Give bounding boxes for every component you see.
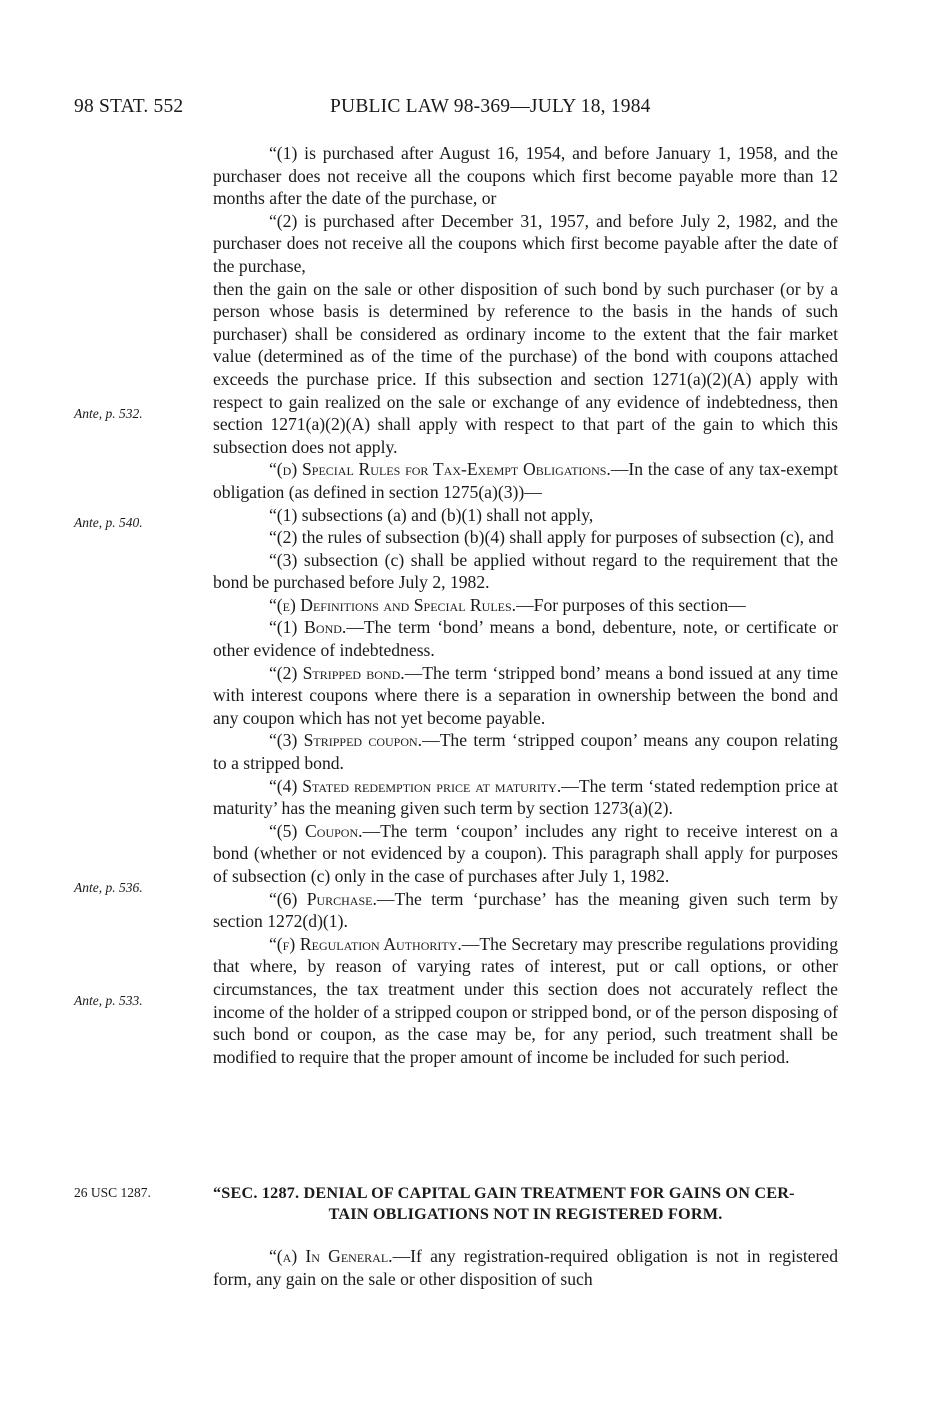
paragraph-e2-text: —The term ‘stripped bond’ means a bond issued at any time with interest coupons where there is a separation in ownership between the bond and any coupon which has not yet become payable.: [213, 662, 839, 728]
subsection-e-text: —For purposes of this section—: [516, 594, 746, 615]
subsection-d-label: “(d) Special Rules for Tax-Exempt Obligations.: [269, 459, 611, 480]
paragraph-flush-then-gain: then the gain on the sale or other disposition of such bond by such purchaser (or by a person whose basis is determined by reference to the basis in the hands of such purchaser) shall be considered as ordinary income to the extent that the fair market value (determined as of the time of the purchase) of the bond with coupons attached exceeds the purchase price. If this subsection and section 1271(a)(2)(A) apply with respect to gain realized on the sale or exchange of any evidence of indebtedness, then section 1271(a)(2)(A) shall apply with respect to that part of the gain to which this subsection does not apply.: [213, 278, 838, 457]
subsection-a-text: —If any registration-required obligation is not in registered form, any gain on the sale or other disposition of such: [213, 1246, 838, 1289]
paragraph-e5-label: “(5) Coupon.: [269, 820, 363, 841]
subsection-e-label: “(e) Definitions and Special Rules.: [269, 594, 517, 615]
subsection-d-text: —In the case of any tax-exempt obligation (as defined in section 1275(a)(3))—: [213, 459, 838, 502]
paragraph-e3-text: —The term ‘stripped coupon’ means any coupon relating to a stripped bond.: [213, 730, 838, 774]
paragraph-1: “(1) is purchased after August 16, 1954, and before January 1, 1958, and the purchaser does not receive all the coupons which first become payable more than 12 months after the date of the purchase, or: [213, 143, 838, 209]
margin-note-text: Ante, p. 536.: [74, 880, 143, 895]
margin-note-text: Ante, p. 532.: [74, 406, 143, 421]
body-text-column: [213, 142, 838, 1068]
margin-note: [74, 406, 143, 422]
subsection-f-text: —The Secretary may prescribe regulations providing that where, by reason of varying rates of interest, put or call options, or other circumstances, the tax treatment under this section does not accurately reflect the income of the holder of a stripped coupon or stripped bond, or of the person disposing of such bond or coupon, as the case may be, for any period, such treatment shall be modified to require that the proper amount of income be included for such period.: [213, 933, 838, 1067]
paragraph-subsection-e: [213, 594, 838, 617]
paragraph-e6-text: —The term ‘purchase’ has the meaning given such term by section 1272(d)(1).: [213, 888, 838, 932]
margin-notes-column: [74, 0, 214, 1410]
paragraph-e4-text: —The term ‘stated redemption price at maturity’ has the meaning given such term by section 1273(a)(2).: [213, 775, 838, 819]
section-heading-line1: “SEC. 1287. DENIAL OF CAPITAL GAIN TREATMENT FOR GAINS ON CER-: [213, 1184, 795, 1202]
paragraph-e5-text: —The term ‘coupon’ includes any right to receive interest on a bond (whether or not evidenced by a coupon). This paragraph shall apply for purposes of subsection (c) only in the case of purchases after July 1, 1982.: [213, 820, 838, 886]
paragraph-e4: [213, 775, 838, 820]
subsection-a-label: “(a) In General.: [269, 1246, 393, 1266]
paragraph-subsection-d: [213, 458, 838, 503]
paragraph-e2-label: “(2) Stripped bond.: [269, 662, 405, 683]
paragraph-e3: [213, 729, 838, 774]
post-heading-text: [213, 1245, 838, 1290]
paragraph-d2: “(2) the rules of subsection (b)(4) shall apply for purposes of subsection (c), and: [269, 527, 834, 548]
paragraph-d1: “(1) subsections (a) and (b)(1) shall not apply,: [269, 504, 594, 525]
margin-note: [74, 515, 143, 531]
paragraph-e3-label: “(3) Stripped coupon.: [269, 730, 423, 751]
paragraph-e1-text: —The term ‘bond’ means a bond, debenture, note, or certificate or other evidence of indebtedness.: [213, 617, 839, 661]
paragraph-e1: [213, 616, 838, 661]
paragraph-e4-label: “(4) Stated redemption price at maturity.: [269, 775, 562, 796]
paragraph-subsection-f: [213, 933, 838, 1069]
margin-note-usc-citation: 26 USC 1287.: [74, 1185, 151, 1200]
paragraph-e5: [213, 820, 838, 888]
margin-note-text: Ante, p. 533.: [74, 993, 143, 1008]
paragraph-e1-label: “(1) Bond.: [269, 617, 347, 638]
margin-note-text: Ante, p. 540.: [74, 515, 143, 530]
paragraph-d3: “(3) subsection (c) shall be applied without regard to the requirement that the bond be purchased before July 2, 1982.: [213, 549, 838, 593]
section-heading-line2: TAIN OBLIGATIONS NOT IN REGISTERED FORM.: [328, 1205, 723, 1223]
subsection-f-label: “(f) Regulation Authority.: [269, 933, 462, 954]
paragraph-2: “(2) is purchased after December 31, 1957, and before July 2, 1982, and the purchaser does not receive all the coupons which first become payable after the date of the purchase,: [213, 210, 838, 276]
margin-note: [74, 993, 143, 1009]
header-statute-number: 98 STAT. 552: [74, 96, 184, 117]
paragraph-e2: [213, 662, 838, 730]
paragraph-e6-label: “(6) Purchase.: [269, 888, 377, 909]
header-public-law: PUBLIC LAW 98-369—JULY 18, 1984: [330, 96, 651, 117]
paragraph-e6: [213, 888, 838, 933]
margin-note: [74, 880, 143, 896]
section-heading: [213, 1183, 838, 1225]
paragraph-subsection-a: [213, 1245, 838, 1290]
